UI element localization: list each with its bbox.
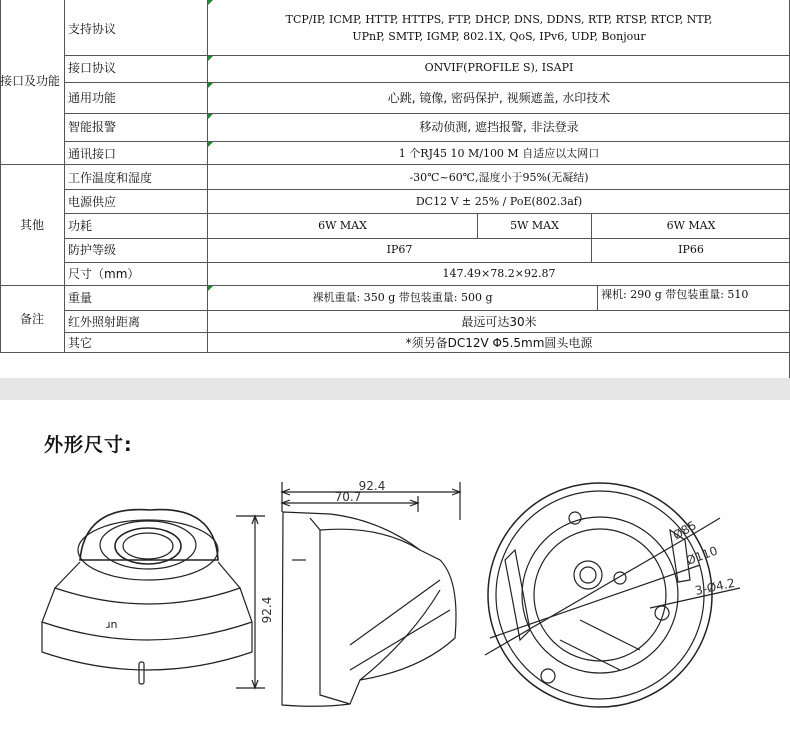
cell-marker	[208, 114, 213, 119]
front-view	[42, 510, 265, 688]
value-protection-2: IP66	[678, 243, 704, 256]
label-temp: 工作温度和湿度	[68, 171, 153, 185]
row-divider	[64, 332, 790, 333]
col-divider	[64, 0, 65, 352]
label-power: 电源供应	[68, 195, 117, 209]
label-consumption: 功耗	[68, 219, 93, 233]
side-view	[282, 482, 460, 706]
group-other: 其他	[19, 218, 44, 232]
value-consumption-1: 6W MAX	[318, 219, 367, 232]
row-divider	[0, 164, 790, 165]
row-divider	[64, 141, 790, 142]
row-divider	[64, 189, 790, 190]
value-network: 1 个RJ45 10 M/100 M 自适应以太网口	[398, 147, 600, 160]
row-divider	[64, 262, 790, 263]
label-ir: 红外照射距离	[68, 315, 141, 329]
row-divider	[0, 352, 790, 353]
label-network: 通讯接口	[68, 147, 117, 161]
row-divider	[64, 113, 790, 114]
row-divider	[0, 285, 790, 286]
row-divider	[64, 82, 790, 83]
value-size: 147.49×78.2×92.87	[442, 267, 556, 280]
value-other: *须另备DC12V Φ5.5mm圆头电源	[405, 336, 593, 350]
value-consumption-3: 6W MAX	[666, 219, 716, 232]
side-partial-label: 70.7	[334, 490, 362, 504]
table-border-left	[0, 0, 1, 352]
row-divider	[64, 310, 790, 311]
value-general: 心跳, 镜像, 密码保护, 视频遮盖, 水印技术	[387, 91, 611, 105]
value-weight-1: 裸机重量: 350 g 带包装重量: 500 g	[312, 291, 493, 304]
group-remark: 备注	[19, 312, 44, 326]
label-other: 其它	[68, 336, 93, 350]
dimension-drawing	[0, 470, 790, 742]
value-interface-protocol: ONVIF(PROFILE S), ISAPI	[424, 61, 574, 74]
value-protection-1: IP67	[386, 243, 413, 256]
col-divider	[597, 286, 598, 310]
row-divider	[64, 238, 790, 239]
value-ir: 最远可达30米	[461, 315, 537, 329]
label-protection: 防护等级	[68, 243, 117, 257]
svg-text:ɹn: ɹn	[106, 618, 118, 631]
label-weight: 重量	[68, 291, 93, 305]
height-label: 92.4	[260, 596, 274, 624]
label-interface-protocol: 接口协议	[68, 61, 117, 75]
value-consumption-2: 5W MAX	[510, 219, 559, 232]
side-total-label: 92.4	[358, 479, 386, 493]
value-weight-2: 裸机: 290 g 带包装重量: 510	[601, 288, 749, 301]
label-general: 通用功能	[68, 91, 117, 105]
group-interface: 接口及功能	[0, 74, 61, 88]
d85-label: Ø85	[670, 518, 699, 543]
value-alarm: 移动侦测, 遮挡报警, 非法登录	[419, 120, 579, 134]
label-protocol: 支持协议	[68, 22, 117, 36]
label-alarm: 智能报警	[68, 120, 117, 134]
label-size: 尺寸（mm）	[68, 267, 140, 281]
value-protocol-line1: TCP/IP, ICMP, HTTP, HTTPS, FTP, DHCP, DNS, DDNS, RTP, RTSP, RTCP, NTP,	[285, 13, 713, 26]
row-divider	[64, 55, 790, 56]
value-protocol-line2: UPnP, SMTP, IGMP, 802.1X, QoS, IPv6, UDP, Bonjour	[352, 30, 646, 43]
value-temp: -30℃~60℃,湿度小于95%(无凝结)	[409, 171, 589, 184]
d110-label: Ø110	[684, 543, 720, 568]
section-separator	[0, 378, 790, 400]
cell-marker	[208, 83, 213, 88]
row-divider	[64, 213, 790, 214]
value-power: DC12 V ± 25% / PoE(802.3af)	[415, 195, 583, 208]
holes-label: 3-Ø4.2	[693, 575, 737, 598]
dimension-title: 外形尺寸:	[44, 434, 133, 456]
cell-marker	[208, 0, 213, 5]
